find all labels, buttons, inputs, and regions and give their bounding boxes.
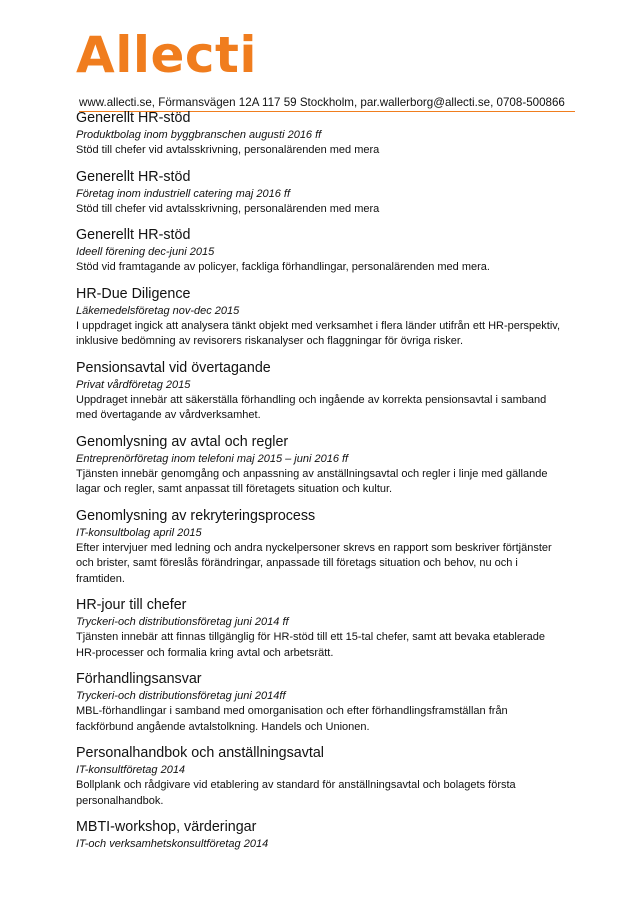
list-item <box>76 818 566 852</box>
entry-subtitle: Produktbolag inom byggbranschen augusti 2016 ff <box>76 129 322 141</box>
list-item <box>76 744 566 809</box>
list-item <box>76 226 566 276</box>
list-item <box>76 670 566 735</box>
entry-description: Tjänsten innebär att finnas tillgänglig för HR-stöd till ett 15-tal chefer, samt att bevaka etablerade HR-processer och formalia kring avtal och arbetsrätt. <box>76 631 545 659</box>
entry-description: Tjänsten innebär genomgång och anpassning av anställningsavtal och regler i linje med gällande lagar och regler, samt anpassat till företagets situation och kultur. <box>76 467 548 495</box>
entry-title: Pensionsavtal vid övertagande <box>76 359 271 376</box>
entry-title: Generellt HR-stöd <box>76 168 191 185</box>
entry-description: Uppdraget innebär att säkerställa förhandling och ingående av korrekta pensionsavtal i samband med övertagande av vårdverksamhet. <box>76 393 547 421</box>
entry-description: Stöd vid framtagande av policyer, fackliga förhandlingar, personalärenden med mera. <box>76 261 490 273</box>
entry-subtitle: Tryckeri-och distributionsföretag juni 2014ff <box>76 690 286 702</box>
entry-title: HR-jour till chefer <box>76 597 187 613</box>
entry-description: I uppdraget ingick att analysera tänkt objekt med verksamhet i flera länder utifrån ett HR-perspektiv, inklusive bedömning av revisorers riskanalyser och flaggningar för övriga risker. <box>76 319 561 347</box>
entry-title: Personalhandbok och anställningsavtal <box>76 745 324 761</box>
contact-line: www.allecti.se, Förmansvägen 12A 117 59 Stockholm, par.wallerborg@allecti.se, 0708-500866 <box>79 96 575 112</box>
entry-description: Efter intervjuer med ledning och andra nyckelpersoner skrevs en rapport som beskriver förtjänster och brister, samt föreslås förändringar, anpassade till företags situation och behov, nu och i framtiden. <box>76 541 552 585</box>
entry-title: MBTI-workshop, värderingar <box>76 819 257 835</box>
entry-title: Generellt HR-stöd <box>76 227 191 243</box>
entry-subtitle: IT-konsultföretag 2014 <box>76 764 186 776</box>
entry-title: HR-Due Diligence <box>76 285 191 302</box>
entry-subtitle: Privat vårdföretag 2015 <box>76 378 191 391</box>
entry-subtitle: Tryckeri-och distributionsföretag juni 2014 ff <box>76 616 289 628</box>
entry-description: Bollplank och rådgivare vid etablering av standard för anställningsavtal och bolagets första personalhandbok. <box>76 779 516 807</box>
entry-subtitle: IT-och verksamhetskonsultföretag 2014 <box>76 838 269 850</box>
assignment-list <box>76 109 566 861</box>
entry-subtitle: Läkemedelsföretag nov-dec 2015 <box>76 304 240 317</box>
entry-title: Genomlysning av avtal och regler <box>76 433 289 450</box>
company-logo: Allecti <box>76 26 258 84</box>
list-item <box>76 359 566 424</box>
entry-subtitle: Företag inom industriell catering maj 2016 ff <box>76 187 290 200</box>
entry-description: Stöd till chefer vid avtalsskrivning, personalärenden med mera <box>76 144 380 156</box>
list-item <box>76 433 566 498</box>
entry-subtitle: Ideell förening dec-juni 2015 <box>76 246 215 258</box>
list-item <box>76 285 566 350</box>
entry-title: Genomlysning av rekryteringsprocess <box>76 507 316 524</box>
list-item <box>76 109 566 159</box>
entry-description: MBL-förhandlingar i samband med omorganisation och efter förhandlingsframställan från fackförbund angående avtalstolkning. Handels och Unionen. <box>76 705 508 733</box>
entry-title: Generellt HR-stöd <box>76 110 191 126</box>
entry-subtitle: Entreprenörföretag inom telefoni maj 2015 – juni 2016 ff <box>76 452 349 465</box>
entry-title: Förhandlingsansvar <box>76 671 202 687</box>
entry-subtitle: IT-konsultbolag april 2015 <box>76 526 202 539</box>
entry-description: Stöd till chefer vid avtalsskrivning, personalärenden med mera <box>76 202 380 215</box>
list-item <box>76 507 566 588</box>
list-item <box>76 168 566 218</box>
list-item <box>76 596 566 661</box>
